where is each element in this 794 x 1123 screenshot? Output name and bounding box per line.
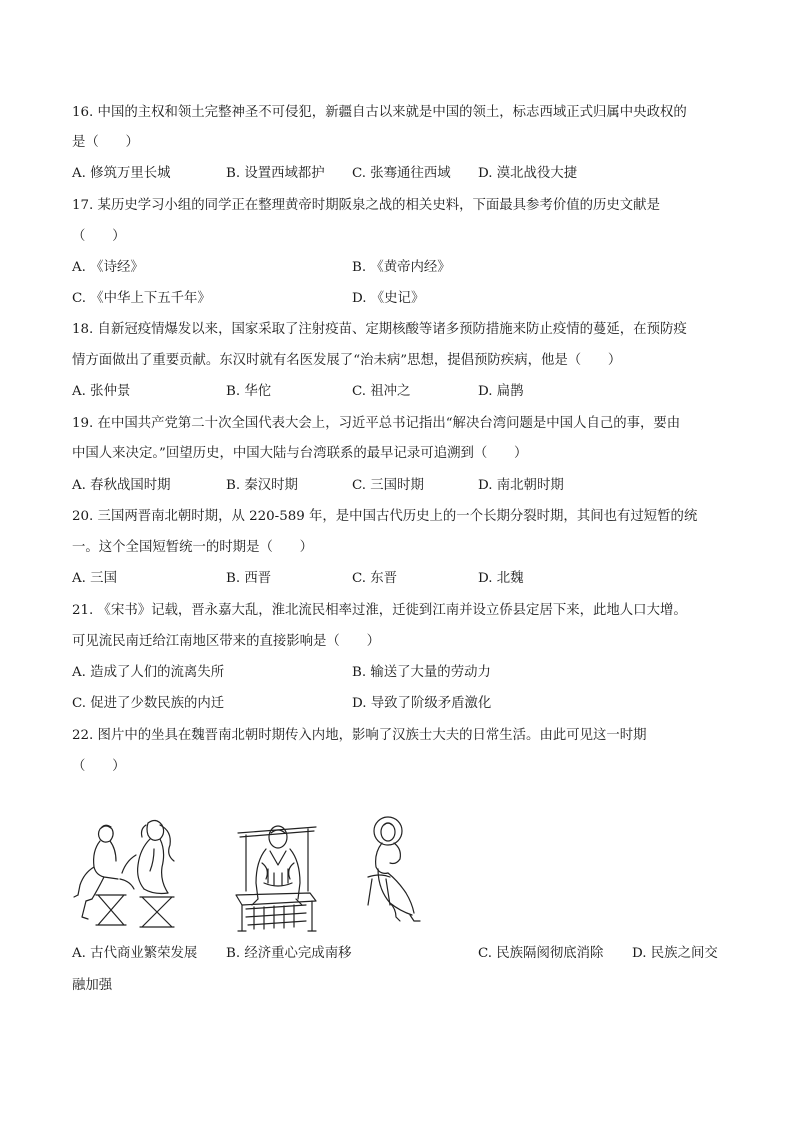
q20-stem-line2: 一。这个全国短暂统一的时期是（ ） — [72, 540, 314, 555]
q17-stem-line1: 17. 某历史学习小组的同学正在整理黄帝时期阪泉之战的相关史料，下面最具参考价值的历史文献是 — [72, 198, 660, 213]
q22-stem-line2: （ ） — [72, 759, 126, 774]
q18-option-c: C. 祖冲之 — [352, 384, 411, 399]
q22-figures — [70, 815, 450, 940]
q22-option-b: B. 经济重心完成南移 — [226, 946, 352, 961]
q21-option-c: C. 促进了少数民族的内迁 — [72, 696, 225, 711]
q19-option-a: A. 春秋战国时期 — [72, 478, 171, 493]
q16-stem-line2: 是（ ） — [72, 135, 139, 150]
q19-stem-line1: 19. 在中国共产党第二十次全国代表大会上，习近平总书记指出“解决台湾问题是中国人自己的事，要由 — [72, 416, 681, 431]
q21-option-b: B. 输送了大量的劳动力 — [352, 665, 491, 680]
q20-option-d: D. 北魏 — [478, 571, 524, 586]
q17-option-a: A. 《诗经》 — [72, 260, 144, 275]
q22-stem-line1: 22. 图片中的坐具在魏晋南北朝时期传入内地，影响了汉族士大夫的日常生活。由此可见这一时期 — [72, 728, 647, 743]
q19-option-c: C. 三国时期 — [352, 478, 424, 493]
q21-option-d: D. 导致了阶级矛盾激化 — [352, 696, 492, 711]
q18-stem-line2: 情方面做出了重要贡献。东汉时就有名医发展了“治未病”思想，提倡预防疾病，他是（ ） — [72, 353, 622, 368]
q19-option-d: D. 南北朝时期 — [478, 478, 564, 493]
q16-stem-line1: 16. 中国的主权和领土完整神圣不可侵犯，新疆自古以来就是中国的领土，标志西域正式归属中央政权的 — [72, 105, 687, 120]
q19-option-b: B. 秦汉时期 — [226, 478, 298, 493]
q17-option-c: C. 《中华上下五千年》 — [72, 291, 211, 306]
q22-option-c: C. 民族隔阂彻底消除 — [478, 946, 604, 961]
q16-option-d: D. 漠北战役大捷 — [478, 166, 578, 181]
q16-option-b: B. 设置西域都护 — [226, 166, 325, 181]
q21-stem-line2: 可见流民南迁给江南地区带来的直接影响是（ ） — [72, 634, 380, 649]
q19-stem-line2: 中国人来决定。”回望历史，中国大陆与台湾联系的最早记录可追溯到（ ） — [72, 446, 528, 461]
q21-option-a: A. 造成了人们的流离失所 — [72, 665, 225, 680]
q20-option-a: A. 三国 — [72, 571, 117, 586]
q18-option-d: D. 扁鹊 — [478, 384, 524, 399]
q17-stem-line2: （ ） — [72, 229, 126, 244]
q18-option-a: A. 张仲景 — [72, 384, 131, 399]
chair-seated-figure-illustration — [218, 813, 328, 937]
q16-option-c: C. 张骞通往西域 — [352, 166, 451, 181]
q18-stem-line1: 18. 自新冠疫情爆发以来，国家采取了注射疫苗、定期核酸等诸多预防措施来防止疫情的蔓延，在预防疫 — [72, 322, 687, 337]
stool-seated-woman-illustration — [360, 807, 430, 931]
q18-option-b: B. 华佗 — [226, 384, 272, 399]
q20-option-b: B. 西晋 — [226, 571, 272, 586]
q22-option-a: A. 古代商业繁荣发展 — [72, 946, 198, 961]
q16-option-a: A. 修筑万里长城 — [72, 166, 171, 181]
folding-stool-figures-illustration — [70, 815, 190, 937]
q22-option-d: D. 民族之间交 — [632, 946, 718, 961]
q17-option-b: B. 《黄帝内经》 — [352, 260, 451, 275]
q22-option-d-continued: 融加强 — [72, 978, 113, 993]
q20-option-c: C. 东晋 — [352, 571, 398, 586]
q21-stem-line1: 21. 《宋书》记载，晋永嘉大乱，淮北流民相率过淮，迁徙到江南并设立侨县定居下来，此地人口大增。 — [72, 603, 687, 618]
q17-option-d: D. 《史记》 — [352, 291, 425, 306]
q20-stem-line1: 20. 三国两晋南北朝时期，从 220-589 年，是中国古代历史上的一个长期分裂时期，其间也有过短暂的统 — [72, 509, 698, 524]
